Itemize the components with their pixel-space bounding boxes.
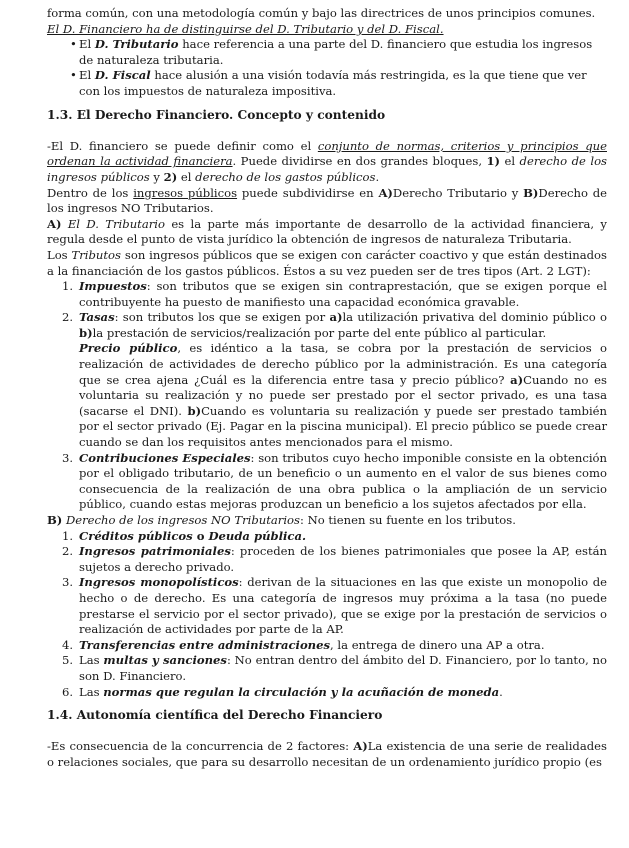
enum-label: b) bbox=[187, 403, 202, 418]
list-item-moneda bbox=[62, 684, 607, 701]
item-text: , la entrega de dinero una AP a otra. bbox=[330, 637, 545, 652]
item-text: : derivan de la situaciones en las que existe un monopolio de hecho o de derecho. Es una categoría de ingresos muy próxima a la tasa (no puede prestarse el servicio por el sector privado), que se exige por la prestación de servicios o realización de actividades por parte de la AP. bbox=[79, 575, 608, 637]
enum-label: b) bbox=[79, 325, 93, 340]
enum-label: a) bbox=[510, 372, 524, 387]
list-item-tasas bbox=[62, 310, 607, 450]
item-term: Ingresos patrimoniales bbox=[79, 544, 231, 559]
item-text: : son tributos los que se exigen por bbox=[114, 310, 330, 325]
list-item-multas bbox=[62, 653, 608, 684]
text-run: Dentro de los bbox=[47, 185, 134, 200]
bullet-term: D. Tributario bbox=[94, 37, 179, 52]
item-text: : proceden de los bienes patrimoniales que posee la AP, están sujetos a derecho privado. bbox=[79, 544, 607, 574]
item-term: Créditos públicos bbox=[79, 528, 193, 543]
bullet-text: hace alusión a una visión todavía más restringida, es la que tiene que ver con los impuestos de naturaleza impositiva. bbox=[79, 68, 587, 98]
text-run: . Puede dividirse en dos grandes bloques, bbox=[232, 154, 487, 169]
item-term: Precio público bbox=[79, 341, 178, 356]
item-text: : son tributos cuyo hecho imponible consiste en la obtención por el obligado tributario, de un beneficio o un aumento en el valor de sus bienes como consecuencia de la realización de una obra publica o la ampliación de un servicio público, cuando estas mejoras produzcan un beneficio a los sujetos afectados por ella. bbox=[79, 450, 607, 512]
list-number: 6. bbox=[62, 684, 74, 699]
text-run: Derecho Tributario y bbox=[392, 185, 524, 200]
bullet-text: hace referencia a una parte del D. financiero que estudia los ingresos de naturaleza tributaria. bbox=[79, 37, 593, 67]
list-item-patrimoniales bbox=[62, 544, 607, 575]
item-term: sanciones bbox=[162, 653, 227, 668]
enum-label: A) bbox=[47, 216, 62, 231]
underlined-term: ingresos públicos bbox=[133, 185, 238, 200]
section-heading-1-4: 1.4. Autonomía científica del Derecho Financiero bbox=[47, 708, 383, 723]
block-term: derecho de los gastos públicos bbox=[195, 169, 376, 184]
intro-line: forma común, con una metodología común y bajo las directrices de unos principios comunes. bbox=[47, 6, 596, 20]
text-run: : No tienen su fuente en los tributos. bbox=[299, 513, 516, 527]
list-item-monopolisticos bbox=[62, 575, 608, 637]
item-term: Tasas bbox=[79, 310, 115, 325]
text-run: . bbox=[375, 169, 380, 184]
text-run: y bbox=[149, 169, 164, 184]
item-text: , es idéntico a la tasa, se cobra por la prestación de servicios o realización de actividades de derecho público por la administración. Es una categoría que se crea ajena ¿Cuál es la diferencia entre tasa y precio público? bbox=[79, 341, 607, 387]
list-number: 4. bbox=[62, 637, 74, 652]
item-term: Contribuciones Especiales bbox=[79, 450, 251, 465]
text-run: Los bbox=[47, 247, 72, 262]
enum-label: a) bbox=[329, 310, 343, 325]
list-number: 3. bbox=[62, 450, 74, 465]
item-text: y bbox=[147, 653, 163, 668]
text-run: -Es consecuencia de la concurrencia de 2 factores: bbox=[47, 739, 354, 754]
text-run: es la parte más importante de desarrollo de la actividad financiera, y regula desde el punto de vista jurídico la obtención de ingresos de naturaleza Tributaria. bbox=[47, 216, 607, 247]
text-run: el bbox=[500, 154, 520, 169]
precio-publico-paragraph bbox=[79, 341, 607, 450]
italic-term: El D. Tributario bbox=[67, 216, 165, 231]
list-number: 2. bbox=[62, 544, 74, 559]
bullet-tributario bbox=[79, 37, 607, 68]
item-term: normas que regulan la circulación y la acuñación de moneda bbox=[103, 684, 500, 699]
item-text: o bbox=[192, 528, 209, 543]
item-term: Deuda pública bbox=[208, 528, 303, 543]
tributos-list bbox=[47, 279, 607, 513]
tributario-paragraph bbox=[47, 217, 607, 248]
bullet-text: El bbox=[79, 37, 95, 52]
item-text: la prestación de servicios/realización por parte del ente público al particular. bbox=[92, 325, 547, 340]
text-run: La existencia de una serie de realidades o relaciones sociales, que para su desarrollo necesitan de un ordenamiento jurídico propio (es bbox=[47, 739, 607, 769]
list-number: 1. bbox=[62, 528, 74, 543]
tributos-paragraph bbox=[47, 248, 607, 279]
enum-label: B) bbox=[47, 513, 63, 527]
intro-distinction: El D. Financiero ha de distinguirse del D. Tributario y del D. Fiscal. bbox=[47, 21, 444, 36]
item-term: multas bbox=[103, 653, 148, 668]
item-term: Transferencias entre administraciones bbox=[79, 637, 331, 652]
enum-label: B) bbox=[523, 185, 539, 200]
item-term: Impuestos bbox=[79, 279, 147, 294]
item-text: . bbox=[302, 528, 307, 543]
enum-label: A) bbox=[378, 185, 393, 200]
item-text: Cuando no es voluntaria su realización y no puede ser prestado por el sector privado, es una tasa (sacarse el DNI). bbox=[79, 372, 607, 418]
italic-term: Derecho de los ingresos NO Tributarios bbox=[65, 513, 300, 527]
text-run: Derecho de los ingresos NO Tributarios. bbox=[47, 185, 608, 216]
list-number: 3. bbox=[62, 575, 74, 590]
list-item-impuestos bbox=[62, 279, 607, 310]
item-text: : son tributos que se exigen sin contraprestación, que se exigen porque el contribuyente ha puesto de manifiesto una capacidad económica gravable. bbox=[79, 279, 607, 309]
list-number: 1. bbox=[62, 279, 74, 294]
autonomia-paragraph bbox=[47, 739, 607, 770]
italic-term: Tributos bbox=[71, 247, 121, 262]
text-run: son ingresos públicos que se exigen con carácter coactivo y que están destinados a la financiación de los gastos públicos. Éstos a su vez pueden ser de tres tipos (Art. 2 LGT): bbox=[47, 247, 607, 278]
intro-bullet-list bbox=[47, 37, 607, 99]
no-tributarios-list bbox=[47, 529, 607, 701]
item-term: Ingresos monopolísticos bbox=[79, 575, 239, 590]
item-text: : No entran dentro del ámbito del D. Financiero, por lo tanto, no son D. Financiero. bbox=[79, 653, 608, 683]
enum-label: 2) bbox=[163, 169, 178, 184]
list-number: 5. bbox=[62, 653, 74, 668]
subdivision-paragraph bbox=[47, 186, 607, 217]
item-text: la utilización privativa del dominio público o bbox=[342, 310, 607, 325]
list-item-creditos bbox=[62, 528, 607, 545]
text-run: el bbox=[177, 169, 196, 184]
definition-paragraph bbox=[47, 139, 607, 186]
enum-label: 1) bbox=[486, 154, 501, 169]
enum-label: A) bbox=[353, 739, 368, 754]
text-run: puede subdividirse en bbox=[237, 185, 379, 200]
item-text: Las bbox=[79, 684, 104, 699]
item-text: Cuando es voluntaria su realización y puede ser prestado también por el sector privado (Ej. Pagar en la piscina municipal). El precio público se puede crear cuando se dan los requisitos antes mencionados para el mismo. bbox=[79, 403, 607, 450]
definition-term: conjunto de normas, criterios y principios que ordenan la actividad financiera bbox=[47, 138, 607, 169]
no-tributarios-paragraph bbox=[47, 513, 607, 529]
block-term: derecho de los ingresos públicos bbox=[47, 154, 607, 184]
bullet-fiscal bbox=[79, 68, 607, 99]
text-run: -El D. financiero se puede definir como el bbox=[47, 138, 318, 153]
list-number: 2. bbox=[62, 310, 74, 325]
bullet-text: El bbox=[79, 68, 95, 83]
item-text: . bbox=[499, 684, 503, 699]
section-heading-1-3: 1.3. El Derecho Financiero. Concepto y contenido bbox=[47, 107, 386, 122]
list-item-transferencias bbox=[62, 637, 607, 654]
item-text: Las bbox=[79, 653, 104, 668]
list-item-contribuciones bbox=[62, 450, 607, 513]
bullet-term: D. Fiscal bbox=[94, 68, 151, 83]
